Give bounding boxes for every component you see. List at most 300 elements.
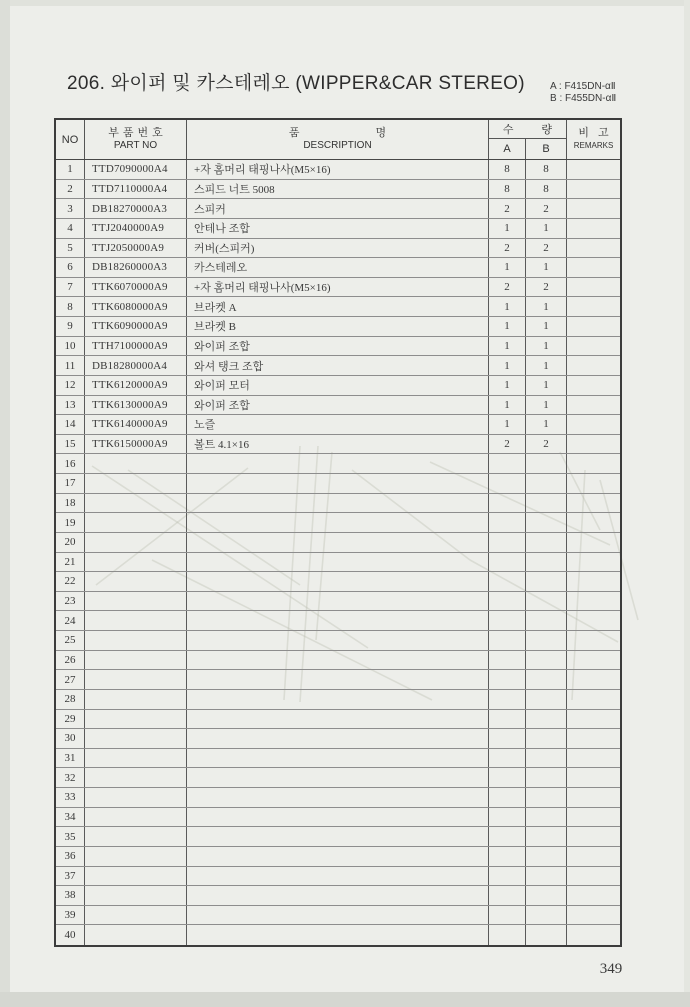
cell-qty-a: 2 <box>489 239 526 258</box>
table-row <box>56 906 620 926</box>
cell-part-no <box>85 651 187 670</box>
cell-part-no <box>85 768 187 787</box>
cell-remarks <box>567 611 620 630</box>
cell-no: 11 <box>56 356 85 375</box>
cell-qty-b <box>526 690 567 709</box>
cell-qty-a <box>489 651 526 670</box>
cell-qty-b <box>526 847 567 866</box>
cell-remarks <box>567 494 620 513</box>
table-row <box>56 513 620 533</box>
table-header <box>56 120 620 160</box>
header-remarks-en: REMARKS <box>573 141 614 150</box>
table-row <box>56 396 620 416</box>
model-note-b: B : F455DN-αⅡ <box>550 93 617 104</box>
cell-no: 39 <box>56 906 85 925</box>
cell-no: 29 <box>56 710 85 729</box>
cell-qty-a <box>489 847 526 866</box>
cell-no: 3 <box>56 199 85 218</box>
table-row <box>56 356 620 376</box>
cell-qty-a: 1 <box>489 356 526 375</box>
table-body <box>56 160 620 945</box>
cell-remarks <box>567 749 620 768</box>
cell-description: 안테나 조합 <box>187 219 489 238</box>
header-part-no <box>85 120 187 159</box>
cell-description: 와이퍼 조합 <box>187 337 489 356</box>
table-row <box>56 572 620 592</box>
cell-qty-a <box>489 788 526 807</box>
cell-qty-b: 1 <box>526 376 567 395</box>
cell-qty-b <box>526 494 567 513</box>
cell-no: 22 <box>56 572 85 591</box>
cell-remarks <box>567 729 620 748</box>
cell-part-no <box>85 827 187 846</box>
cell-part-no: TTK6070000A9 <box>85 278 187 297</box>
scan-edge-top <box>0 0 690 6</box>
cell-remarks <box>567 651 620 670</box>
cell-qty-a: 1 <box>489 317 526 336</box>
cell-part-no <box>85 553 187 572</box>
table-row <box>56 651 620 671</box>
cell-description <box>187 611 489 630</box>
header-qty-a: A <box>489 139 526 159</box>
cell-no: 27 <box>56 670 85 689</box>
table-row <box>56 494 620 514</box>
cell-part-no <box>85 886 187 905</box>
cell-qty-b <box>526 729 567 748</box>
cell-qty-a: 2 <box>489 435 526 454</box>
cell-qty-b <box>526 827 567 846</box>
cell-no: 30 <box>56 729 85 748</box>
table-row <box>56 553 620 573</box>
cell-part-no <box>85 788 187 807</box>
cell-remarks <box>567 592 620 611</box>
table-row <box>56 337 620 357</box>
cell-no: 9 <box>56 317 85 336</box>
table-row <box>56 219 620 239</box>
cell-qty-b: 1 <box>526 356 567 375</box>
cell-qty-b: 2 <box>526 239 567 258</box>
cell-no: 1 <box>56 160 85 179</box>
table-row <box>56 690 620 710</box>
cell-remarks <box>567 690 620 709</box>
cell-remarks <box>567 572 620 591</box>
cell-description <box>187 808 489 827</box>
cell-qty-a: 1 <box>489 219 526 238</box>
table-row <box>56 297 620 317</box>
cell-part-no <box>85 906 187 925</box>
cell-no: 6 <box>56 258 85 277</box>
model-legend <box>550 81 616 105</box>
model-note-a: A : F415DN-αⅡ <box>550 81 616 92</box>
cell-description: 카스테레오 <box>187 258 489 277</box>
cell-qty-b: 1 <box>526 396 567 415</box>
cell-no: 26 <box>56 651 85 670</box>
cell-part-no <box>85 454 187 473</box>
cell-description <box>187 474 489 493</box>
cell-remarks <box>567 847 620 866</box>
cell-remarks <box>567 180 620 199</box>
cell-no: 33 <box>56 788 85 807</box>
cell-description: 와이퍼 조합 <box>187 396 489 415</box>
cell-qty-a <box>489 710 526 729</box>
cell-description <box>187 788 489 807</box>
table-row <box>56 435 620 455</box>
cell-qty-a <box>489 670 526 689</box>
cell-description <box>187 886 489 905</box>
cell-description <box>187 651 489 670</box>
cell-no: 37 <box>56 867 85 886</box>
page-title: 206. 와이퍼 및 카스테레오 (WIPPER&CAR STEREO) <box>67 73 525 94</box>
cell-qty-b <box>526 513 567 532</box>
header-qty-b: B <box>526 139 567 159</box>
cell-qty-a: 2 <box>489 199 526 218</box>
cell-part-no <box>85 729 187 748</box>
cell-description <box>187 572 489 591</box>
cell-part-no: TTK6130000A9 <box>85 396 187 415</box>
table-row <box>56 670 620 690</box>
cell-qty-a <box>489 808 526 827</box>
table-row <box>56 239 620 259</box>
cell-qty-a <box>489 749 526 768</box>
cell-qty-a <box>489 533 526 552</box>
header-quantity <box>489 120 567 139</box>
cell-remarks <box>567 631 620 650</box>
cell-description <box>187 906 489 925</box>
table-row <box>56 925 620 945</box>
cell-description <box>187 690 489 709</box>
cell-remarks <box>567 199 620 218</box>
table-row <box>56 847 620 867</box>
cell-qty-a: 8 <box>489 180 526 199</box>
cell-qty-a <box>489 611 526 630</box>
parts-table <box>54 118 622 947</box>
cell-no: 31 <box>56 749 85 768</box>
cell-qty-b: 1 <box>526 317 567 336</box>
cell-qty-a <box>489 729 526 748</box>
cell-remarks <box>567 925 620 945</box>
cell-qty-a <box>489 631 526 650</box>
cell-part-no: TTK6080000A9 <box>85 297 187 316</box>
cell-qty-b <box>526 651 567 670</box>
cell-description <box>187 454 489 473</box>
cell-qty-a: 8 <box>489 160 526 179</box>
cell-part-no: TTK6150000A9 <box>85 435 187 454</box>
header-description <box>187 120 489 159</box>
cell-part-no <box>85 670 187 689</box>
cell-remarks <box>567 827 620 846</box>
cell-no: 5 <box>56 239 85 258</box>
cell-no: 40 <box>56 925 85 945</box>
table-row <box>56 415 620 435</box>
cell-description <box>187 494 489 513</box>
cell-part-no: TTJ2050000A9 <box>85 239 187 258</box>
cell-part-no <box>85 925 187 945</box>
header-quantity-kr-left: 수 <box>502 124 514 136</box>
cell-remarks <box>567 454 620 473</box>
cell-no: 7 <box>56 278 85 297</box>
table-row <box>56 454 620 474</box>
cell-qty-a: 1 <box>489 396 526 415</box>
cell-qty-b <box>526 474 567 493</box>
cell-qty-b: 1 <box>526 297 567 316</box>
table-row <box>56 768 620 788</box>
cell-remarks <box>567 297 620 316</box>
cell-part-no: TTK6120000A9 <box>85 376 187 395</box>
cell-part-no: TTD7090000A4 <box>85 160 187 179</box>
cell-qty-a <box>489 906 526 925</box>
table-row <box>56 749 620 769</box>
table-row <box>56 710 620 730</box>
table-row <box>56 611 620 631</box>
cell-qty-a <box>489 553 526 572</box>
header-remarks <box>567 120 620 159</box>
cell-qty-b: 1 <box>526 258 567 277</box>
cell-remarks <box>567 906 620 925</box>
cell-remarks <box>567 533 620 552</box>
table-row <box>56 317 620 337</box>
cell-qty-a: 1 <box>489 297 526 316</box>
cell-qty-a <box>489 592 526 611</box>
cell-remarks <box>567 474 620 493</box>
cell-no: 17 <box>56 474 85 493</box>
cell-no: 19 <box>56 513 85 532</box>
table-row <box>56 867 620 887</box>
cell-qty-a: 1 <box>489 376 526 395</box>
cell-qty-b <box>526 906 567 925</box>
cell-qty-b <box>526 670 567 689</box>
cell-part-no: DB18280000A4 <box>85 356 187 375</box>
cell-no: 8 <box>56 297 85 316</box>
cell-part-no <box>85 631 187 650</box>
cell-no: 23 <box>56 592 85 611</box>
cell-remarks <box>567 219 620 238</box>
table-row <box>56 180 620 200</box>
cell-description: 브라켓 A <box>187 297 489 316</box>
cell-no: 36 <box>56 847 85 866</box>
cell-qty-a <box>489 886 526 905</box>
cell-part-no: DB18270000A3 <box>85 199 187 218</box>
table-row <box>56 199 620 219</box>
header-description-kr <box>187 127 488 140</box>
cell-remarks <box>567 788 620 807</box>
cell-remarks <box>567 160 620 179</box>
cell-remarks <box>567 415 620 434</box>
cell-description: 와이퍼 모터 <box>187 376 489 395</box>
table-row <box>56 160 620 180</box>
cell-description: 볼트 4.1×16 <box>187 435 489 454</box>
cell-part-no <box>85 749 187 768</box>
header-part-no-kr: 부품번호 <box>108 127 167 139</box>
cell-description <box>187 533 489 552</box>
cell-description <box>187 768 489 787</box>
cell-qty-a <box>489 827 526 846</box>
cell-description <box>187 925 489 945</box>
cell-qty-a <box>489 867 526 886</box>
cell-qty-b: 2 <box>526 199 567 218</box>
cell-remarks <box>567 513 620 532</box>
header-part-no-en: PART NO <box>113 140 158 151</box>
cell-no: 16 <box>56 454 85 473</box>
cell-qty-b <box>526 925 567 945</box>
cell-remarks <box>567 867 620 886</box>
header-quantity-kr-right: 량 <box>541 124 553 136</box>
header-remarks-kr: 비 고 <box>578 127 612 139</box>
cell-remarks <box>567 553 620 572</box>
cell-description: 커버(스피커) <box>187 239 489 258</box>
cell-description <box>187 631 489 650</box>
cell-part-no <box>85 690 187 709</box>
cell-remarks <box>567 376 620 395</box>
cell-remarks <box>567 435 620 454</box>
header-description-en: DESCRIPTION <box>303 140 372 151</box>
cell-part-no: DB18260000A3 <box>85 258 187 277</box>
table-row <box>56 258 620 278</box>
cell-part-no <box>85 808 187 827</box>
cell-description <box>187 749 489 768</box>
cell-description: 스피커 <box>187 199 489 218</box>
cell-qty-b <box>526 886 567 905</box>
cell-qty-b <box>526 611 567 630</box>
cell-remarks <box>567 886 620 905</box>
cell-remarks <box>567 278 620 297</box>
cell-remarks <box>567 317 620 336</box>
cell-description: +자 홈머리 태핑나사(M5×16) <box>187 278 489 297</box>
cell-description: 와셔 탱크 조합 <box>187 356 489 375</box>
table-row <box>56 631 620 651</box>
scan-edge-left <box>0 0 10 1007</box>
page-number: 349 <box>599 961 623 977</box>
cell-qty-b <box>526 533 567 552</box>
cell-qty-b <box>526 788 567 807</box>
cell-description <box>187 847 489 866</box>
table-row <box>56 808 620 828</box>
cell-qty-a <box>489 494 526 513</box>
cell-no: 24 <box>56 611 85 630</box>
cell-remarks <box>567 768 620 787</box>
cell-qty-b: 1 <box>526 337 567 356</box>
cell-no: 38 <box>56 886 85 905</box>
cell-part-no <box>85 474 187 493</box>
table-row <box>56 376 620 396</box>
cell-remarks <box>567 670 620 689</box>
cell-qty-b: 8 <box>526 180 567 199</box>
cell-no: 28 <box>56 690 85 709</box>
cell-no: 13 <box>56 396 85 415</box>
cell-part-no: TTK6140000A9 <box>85 415 187 434</box>
cell-no: 34 <box>56 808 85 827</box>
table-row <box>56 729 620 749</box>
cell-part-no: TTK6090000A9 <box>85 317 187 336</box>
cell-qty-b <box>526 454 567 473</box>
cell-no: 12 <box>56 376 85 395</box>
cell-no: 25 <box>56 631 85 650</box>
cell-description <box>187 827 489 846</box>
cell-description <box>187 670 489 689</box>
cell-part-no <box>85 847 187 866</box>
cell-part-no <box>85 494 187 513</box>
cell-no: 10 <box>56 337 85 356</box>
cell-qty-a <box>489 572 526 591</box>
cell-no: 18 <box>56 494 85 513</box>
cell-qty-a <box>489 690 526 709</box>
cell-description <box>187 513 489 532</box>
cell-qty-a: 1 <box>489 258 526 277</box>
cell-no: 2 <box>56 180 85 199</box>
cell-part-no <box>85 592 187 611</box>
cell-qty-a <box>489 454 526 473</box>
cell-description <box>187 710 489 729</box>
cell-qty-b: 8 <box>526 160 567 179</box>
header-no: NO <box>56 120 85 159</box>
cell-qty-b: 2 <box>526 435 567 454</box>
header-description-kr-left: 품 <box>288 127 300 139</box>
cell-description: 스피드 너트 5008 <box>187 180 489 199</box>
cell-remarks <box>567 239 620 258</box>
cell-qty-b <box>526 553 567 572</box>
cell-no: 21 <box>56 553 85 572</box>
cell-qty-b <box>526 749 567 768</box>
cell-description <box>187 729 489 748</box>
table-row <box>56 533 620 553</box>
cell-part-no <box>85 611 187 630</box>
cell-remarks <box>567 356 620 375</box>
cell-no: 15 <box>56 435 85 454</box>
cell-no: 4 <box>56 219 85 238</box>
cell-qty-a <box>489 925 526 945</box>
cell-part-no <box>85 513 187 532</box>
cell-description: +자 홈머리 태핑나사(M5×16) <box>187 160 489 179</box>
scan-edge-right <box>684 0 690 1007</box>
table-row <box>56 278 620 298</box>
cell-remarks <box>567 396 620 415</box>
cell-description <box>187 553 489 572</box>
cell-qty-b <box>526 867 567 886</box>
table-row <box>56 827 620 847</box>
cell-qty-b <box>526 592 567 611</box>
cell-qty-a: 2 <box>489 278 526 297</box>
scan-edge-bottom <box>0 992 690 1007</box>
cell-qty-a <box>489 474 526 493</box>
header-quantity-kr <box>489 121 566 137</box>
cell-remarks <box>567 337 620 356</box>
header-description-kr-right: 명 <box>375 127 387 139</box>
cell-qty-a <box>489 768 526 787</box>
cell-qty-b <box>526 808 567 827</box>
cell-description: 브라켓 B <box>187 317 489 336</box>
table-row <box>56 592 620 612</box>
table-row <box>56 788 620 808</box>
cell-no: 32 <box>56 768 85 787</box>
cell-remarks <box>567 808 620 827</box>
cell-part-no: TTH7100000A9 <box>85 337 187 356</box>
cell-part-no: TTD7110000A4 <box>85 180 187 199</box>
cell-description: 노즐 <box>187 415 489 434</box>
cell-part-no <box>85 572 187 591</box>
cell-part-no <box>85 867 187 886</box>
cell-remarks <box>567 258 620 277</box>
cell-part-no: TTJ2040000A9 <box>85 219 187 238</box>
cell-qty-b: 1 <box>526 219 567 238</box>
cell-qty-b: 2 <box>526 278 567 297</box>
cell-qty-b: 1 <box>526 415 567 434</box>
cell-remarks <box>567 710 620 729</box>
cell-description <box>187 867 489 886</box>
cell-part-no <box>85 710 187 729</box>
cell-qty-b <box>526 631 567 650</box>
table-row <box>56 886 620 906</box>
cell-qty-a <box>489 513 526 532</box>
cell-part-no <box>85 533 187 552</box>
